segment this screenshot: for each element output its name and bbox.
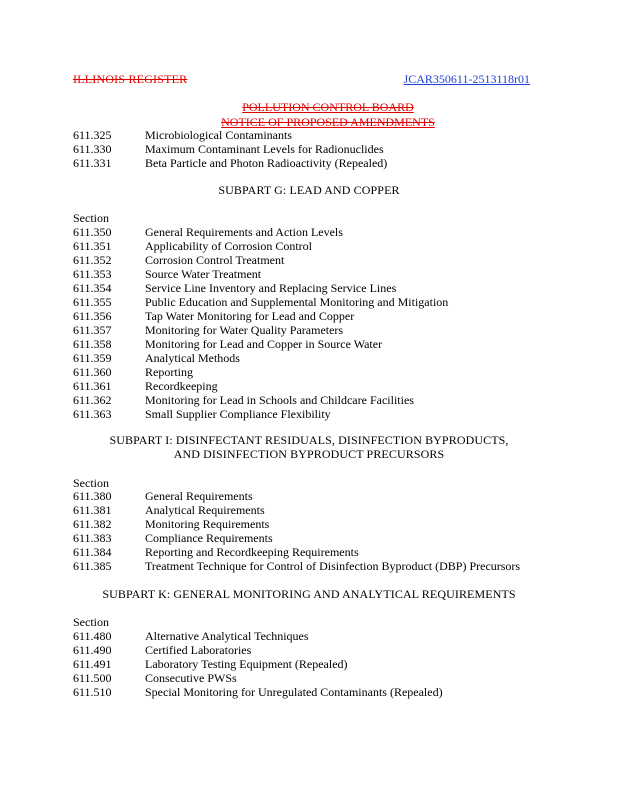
section-title: General Requirements and Action Levels: [145, 225, 343, 239]
subpart-k-section-label: Section: [73, 615, 109, 629]
section-title: Monitoring for Lead in Schools and Childcare Facilities: [145, 393, 414, 407]
section-number: 611.385: [73, 559, 112, 573]
section-title: Consecutive PWSs: [145, 671, 237, 685]
section-number: 611.330: [73, 142, 112, 156]
register-title: ILLINOIS REGISTER: [73, 72, 188, 86]
document-id-link[interactable]: JCAR350611-2513118r01: [403, 72, 530, 86]
section-number: 611.355: [73, 295, 112, 309]
section-title: Alternative Analytical Techniques: [145, 629, 309, 643]
section-title: Service Line Inventory and Replacing Service Lines: [145, 281, 397, 295]
section-number: 611.510: [73, 685, 112, 699]
section-number: 611.357: [73, 323, 112, 337]
section-title: Reporting and Recordkeeping Requirements: [145, 545, 359, 559]
section-title: Public Education and Supplemental Monitoring and Mitigation: [145, 295, 449, 309]
section-number: 611.480: [73, 629, 112, 643]
section-title: Special Monitoring for Unregulated Contaminants (Repealed): [145, 685, 443, 699]
section-number: 611.362: [73, 393, 112, 407]
section-title: Corrosion Control Treatment: [145, 253, 285, 267]
notice-heading: NOTICE OF PROPOSED AMENDMENTS: [221, 115, 435, 129]
section-title: Recordkeeping: [145, 379, 218, 393]
section-title: Treatment Technique for Control of Disinfection Byproduct (DBP) Precursors: [145, 559, 521, 573]
section-title: Beta Particle and Photon Radioactivity (Repealed): [145, 156, 388, 170]
subpart-i-heading-line1: SUBPART I: DISINFECTANT RESIDUALS, DISINFECTION BYPRODUCTS,: [109, 433, 509, 447]
section-number: 611.383: [73, 531, 112, 545]
section-title: Laboratory Testing Equipment (Repealed): [145, 657, 348, 671]
subpart-g-section-label: Section: [73, 211, 109, 225]
section-title: Certified Laboratories: [145, 643, 252, 657]
subpart-g-heading: SUBPART G: LEAD AND COPPER: [218, 183, 400, 197]
section-title: Small Supplier Compliance Flexibility: [145, 407, 331, 421]
subpart-k-heading: SUBPART K: GENERAL MONITORING AND ANALYTICAL REQUIREMENTS: [102, 587, 516, 601]
subpart-i-section-label: Section: [73, 476, 109, 490]
section-title: Compliance Requirements: [145, 531, 273, 545]
section-number: 611.354: [73, 281, 112, 295]
section-number: 611.381: [73, 503, 112, 517]
section-title: Analytical Methods: [145, 351, 240, 365]
subpart-i-heading-line2: AND DISINFECTION BYPRODUCT PRECURSORS: [173, 447, 445, 461]
section-title: Applicability of Corrosion Control: [145, 239, 312, 253]
section-number: 611.363: [73, 407, 112, 421]
section-title: General Requirements: [145, 489, 253, 503]
section-number: 611.361: [73, 379, 112, 393]
section-number: 611.325: [73, 128, 112, 142]
section-title: Monitoring for Lead and Copper in Source Water: [145, 337, 383, 351]
section-number: 611.382: [73, 517, 112, 531]
section-number: 611.358: [73, 337, 112, 351]
section-number: 611.352: [73, 253, 112, 267]
section-number: 611.500: [73, 671, 112, 685]
section-number: 611.491: [73, 657, 112, 671]
agency-heading: POLLUTION CONTROL BOARD: [242, 100, 414, 114]
section-number: 611.353: [73, 267, 112, 281]
section-number: 611.331: [73, 156, 112, 170]
section-title: Maximum Contaminant Levels for Radionuclides: [145, 142, 384, 156]
section-number: 611.356: [73, 309, 112, 323]
section-number: 611.380: [73, 489, 112, 503]
section-number: 611.351: [73, 239, 112, 253]
section-title: Monitoring for Water Quality Parameters: [145, 323, 344, 337]
section-title: Microbiological Contaminants: [145, 128, 292, 142]
section-number: 611.360: [73, 365, 112, 379]
section-title: Source Water Treatment: [145, 267, 262, 281]
section-title: Analytical Requirements: [145, 503, 265, 517]
section-number: 611.384: [73, 545, 112, 559]
section-title: Monitoring Requirements: [145, 517, 270, 531]
section-number: 611.490: [73, 643, 112, 657]
section-number: 611.359: [73, 351, 112, 365]
section-number: 611.350: [73, 225, 112, 239]
section-title: Tap Water Monitoring for Lead and Copper: [145, 309, 355, 323]
section-title: Reporting: [145, 365, 193, 379]
